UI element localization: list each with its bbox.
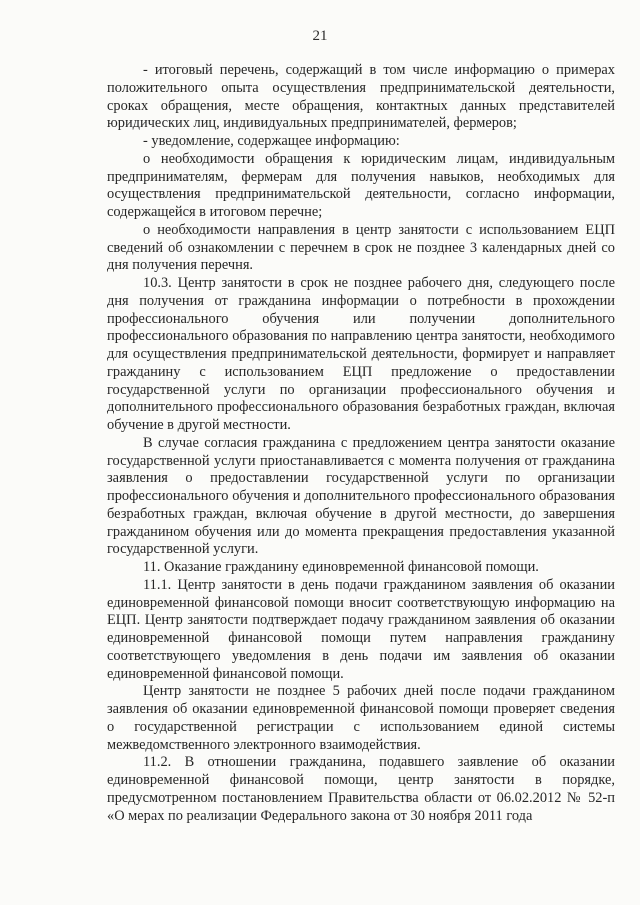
paragraph-final-list: - итоговый перечень, содержащий в том числе информацию о примерах положительного опыта осуществления предпринимательской деятельности, сроках обращения, месте обращения, контактных данных представителей юридических лиц, индивидуальных предпринимателей, фермеров; — [107, 62, 615, 132]
page-number: 21 — [312, 28, 328, 44]
paragraph-11-2: 11.2. В отношении гражданина, подавшего заявление об оказании единовременной финансовой помощи, центр занятости в порядке, предусмотренном постановлением Правительства области от 06.02.2012 № 52-п «О мерах по реализации Федерального закона от 30 ноября 2011 года — [107, 754, 615, 824]
paragraph-11-1: 11.1. Центр занятости в день подачи гражданином заявления об оказании единовременной финансовой помощи вносит соответствующую информацию на ЕЦП. Центр занятости подтверждает подачу гражданином заявления об оказании единовременной финансовой помощи путем направления гражданину соответствующего уведомления в день подачи им заявления об оказании единовременной финансовой помощи. — [107, 576, 615, 682]
paragraph-need-to-contact: о необходимости обращения к юридическим лицам, индивидуальным предпринимателям, фермерам для получения навыков, необходимых для осуществления предпринимательской деятельности, согласно информации, содержащейся в итоговом перечне; — [107, 150, 615, 220]
paragraph-notification: - уведомление, содержащее информацию: — [143, 133, 400, 149]
paragraph-11-heading: 11. Оказание гражданину единовременной финансовой помощи. — [143, 559, 539, 575]
document-body — [107, 62, 615, 825]
paragraph-consent: В случае согласия гражданина с предложением центра занятости оказание государственной услуги приостанавливается с момента получения от гражданина заявления о предоставлении государственной услуги по организации профессионального обучения и дополнительного профессионального образования безработных граждан, включая обучение в другой местности, до завершения гражданином обучения или до момента прекращения предоставления указанной государственной услуги. — [107, 434, 615, 558]
paragraph-10-3: 10.3. Центр занятости в срок не позднее рабочего дня, следующего после дня получения от гражданина информации о потребности в прохождении профессионального обучения или получении дополнительного профессионального образования по направлению центра занятости, необходимого для осуществления предпринимательской деятельности, формирует и направляет гражданину с использованием ЕЦП предложение о предоставлении государственной услуги по организации профессионального обучения и дополнительного профессионального образования безработных граждан, включая обучение в другой местности. — [107, 275, 615, 433]
paragraph-need-to-send: о необходимости направления в центр занятости с использованием ЕЦП сведений об ознакомлении с перечнем в срок не позднее 3 календарных дней со дня получения перечня. — [107, 221, 615, 274]
paragraph-verification: Центр занятости не позднее 5 рабочих дней после подачи гражданином заявления об оказании единовременной финансовой помощи проверяет сведения о государственной регистрации с использованием единой системы межведомственного электронного взаимодействия. — [107, 683, 615, 753]
